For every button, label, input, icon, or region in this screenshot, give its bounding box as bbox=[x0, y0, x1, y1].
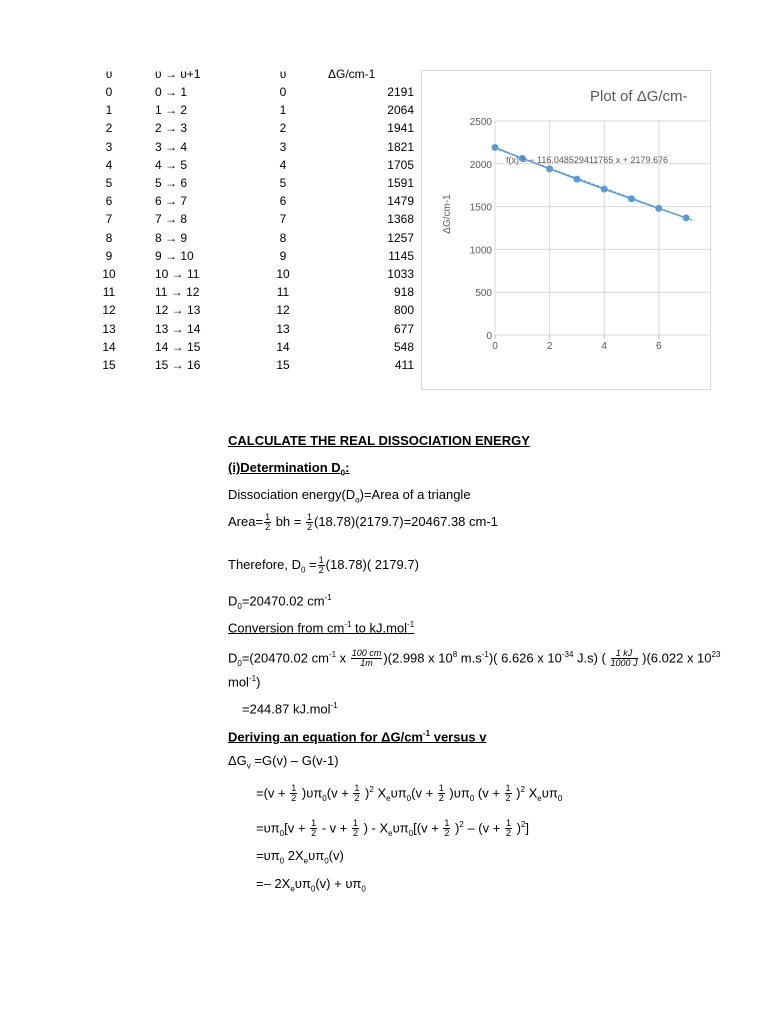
row-transition: 2 → 3 bbox=[155, 121, 188, 136]
x-tick-label: 2 bbox=[546, 341, 553, 352]
row-v2: 1 bbox=[279, 103, 287, 118]
y-tick-label: 2000 bbox=[469, 159, 492, 171]
row-v: 7 bbox=[105, 212, 113, 227]
row-dg: 1257 bbox=[387, 230, 414, 245]
data-point bbox=[683, 214, 690, 221]
area-line: Area= $\frac{1}{2}$ bh = $\frac{1}{2}$ (18.78)(2179.7)=20467.38 cm-1 bbox=[228, 512, 498, 533]
row-transition: 8 → 9 bbox=[155, 230, 188, 245]
row-v: 15 bbox=[102, 358, 116, 372]
y-tick-label: 1500 bbox=[469, 202, 492, 214]
row-v2: 11 bbox=[276, 285, 290, 300]
row-v: 0 bbox=[105, 85, 113, 99]
row-transition: 3 → 4 bbox=[155, 139, 188, 154]
row-transition: 7 → 8 bbox=[155, 212, 188, 227]
row-dg: 800 bbox=[393, 303, 414, 318]
row-v: 6 bbox=[105, 194, 113, 209]
row-v: 4 bbox=[105, 157, 113, 172]
row-v: 1 bbox=[105, 103, 113, 118]
row-dg: 2064 bbox=[387, 103, 414, 118]
row-dg: 918 bbox=[393, 285, 414, 300]
row-v: 10 bbox=[102, 267, 116, 281]
row-dg: 1145 bbox=[388, 248, 414, 263]
y-tick-label: 0 bbox=[486, 331, 492, 342]
chart-title: Plot of ΔG/cm- bbox=[590, 88, 688, 105]
data-point bbox=[628, 195, 635, 202]
y-tick-label: 1000 bbox=[469, 245, 492, 257]
row-dg: 1033 bbox=[387, 267, 414, 281]
row-dg: 548 bbox=[393, 339, 414, 354]
row-v: 5 bbox=[105, 176, 113, 190]
derivation-step-4: =– $2X_e\upsilon\pi_0(v) + \upsilon\pi_0$ bbox=[256, 876, 366, 894]
row-v2: 13 bbox=[276, 321, 290, 336]
x-tick-label: 0 bbox=[492, 341, 498, 352]
row-v2: 5 bbox=[279, 176, 287, 190]
data-point bbox=[546, 165, 553, 172]
derivation-step-3: $=\upsilon\pi_0$ $2X_e\upsilon\pi_0(v)$ bbox=[256, 848, 344, 866]
row-dg: 1368 bbox=[387, 212, 414, 227]
row-v: 11 bbox=[102, 285, 116, 300]
row-dg: 1821 bbox=[387, 139, 414, 154]
row-transition: 15 → 16 bbox=[155, 358, 201, 372]
chart-ylabel: ΔG/cm-1 bbox=[442, 194, 453, 234]
therefore-line: Therefore, $D_0$ = $\frac{1}{2}$ (18.78)( 2179.7) bbox=[228, 555, 419, 576]
row-dg: 1479 bbox=[387, 194, 414, 209]
row-v2: 7 bbox=[279, 212, 287, 227]
data-point bbox=[492, 144, 499, 151]
row-transition: 9 → 10 bbox=[155, 248, 194, 263]
row-dg: 411 bbox=[394, 358, 414, 372]
row-transition: 14 → 15 bbox=[155, 339, 201, 354]
trendline-equation: f(x) = − 116.048529411765 x + 2179.676 bbox=[506, 155, 669, 165]
header-v2: υ bbox=[279, 67, 287, 81]
row-v2: 15 bbox=[276, 358, 290, 372]
y-tick-label: 2500 bbox=[469, 117, 492, 128]
dissociation-line: Dissociation $energy(D_o)=Area$ of a triangle bbox=[228, 487, 471, 505]
row-v2: 9 bbox=[279, 248, 287, 263]
d0-result: $D_0=20470.02$ $cm^{-1}$ bbox=[228, 593, 332, 611]
row-v: 9 bbox=[105, 248, 113, 263]
row-v2: 2 bbox=[279, 121, 287, 136]
data-point bbox=[573, 176, 580, 183]
row-transition: 6 → 7 bbox=[155, 194, 188, 209]
row-v2: 6 bbox=[279, 194, 287, 209]
row-transition: 10 → 11 bbox=[155, 267, 200, 281]
row-transition: 4 → 5 bbox=[155, 157, 188, 172]
conversion-equation: $D_0=(20470.02$ $cm^{-1}$ x $\frac{100 cm}{1m}$ )(2.998 x $10^8$ $m.s^{-1}$)( 6.626 x $10^{-34}$ J.s) ( $\frac{1 kJ}{1000 J}$ )(6.022 x $10^{23}$ bbox=[228, 648, 721, 669]
row-dg: 1705 bbox=[387, 157, 414, 172]
section-heading: CALCULATE THE REAL DISSOCIATION ENERGY bbox=[228, 433, 530, 448]
row-v: 12 bbox=[102, 303, 116, 318]
y-tick-label: 500 bbox=[475, 288, 492, 300]
row-v: 14 bbox=[102, 339, 116, 354]
row-transition: 13 → 14 bbox=[155, 321, 201, 336]
row-v2: 12 bbox=[276, 303, 290, 318]
chart-panel bbox=[421, 70, 711, 390]
x-tick-label: 6 bbox=[656, 341, 662, 352]
row-v: 3 bbox=[105, 139, 113, 154]
data-point bbox=[601, 186, 608, 193]
scatter-chart bbox=[422, 71, 711, 390]
row-v: 8 bbox=[105, 230, 113, 245]
row-transition: 11 → 12 bbox=[155, 285, 200, 300]
row-dg: 1591 bbox=[387, 176, 414, 190]
kj-result: =244.87 kJ.mol$^{-1}$ bbox=[242, 701, 338, 717]
header-transition: υ → υ+1 bbox=[155, 67, 201, 81]
row-v2: 10 bbox=[276, 267, 290, 281]
row-transition: 12 → 13 bbox=[155, 303, 201, 318]
row-v: 2 bbox=[105, 121, 113, 136]
row-v2: 4 bbox=[279, 157, 287, 172]
header-v: υ bbox=[105, 67, 113, 81]
row-dg: 2191 bbox=[387, 85, 414, 99]
x-tick-label: 4 bbox=[601, 341, 607, 352]
row-v2: 14 bbox=[276, 339, 290, 354]
header-dg: ΔG/cm-1 bbox=[328, 67, 376, 81]
fraction-half: $\frac{1}{2}$ bbox=[265, 512, 271, 533]
data-point bbox=[655, 205, 662, 212]
row-dg: 677 bbox=[393, 321, 414, 336]
row-dg: 1941 bbox=[387, 121, 414, 136]
subheading-d0: (i)Determination $D_0$: bbox=[228, 460, 350, 478]
conversion-heading: Conversion from $cm^{-1}$ to kJ.mol$^{-1}$ bbox=[228, 620, 415, 636]
conversion-equation-cont: mol$^{-1}$) bbox=[228, 674, 261, 690]
row-transition: 0 → 1 bbox=[155, 85, 188, 99]
row-v2: 0 bbox=[279, 85, 287, 99]
row-v2: 3 bbox=[279, 139, 287, 154]
derivation-step-1: =(v + $\frac{1}{2}$ )$\upsilon\pi_0(v$ + $\frac{1}{2}$ )$^2$ $X_e\upsilon\pi_0(v$ + $\frac{1}{2}$ )$\upsilon\pi_0$ (v + $\frac{1}{2}$ )$^2$ $X_e\upsilon\pi_0$ bbox=[256, 783, 563, 804]
row-transition: 1 → 2 bbox=[155, 103, 188, 118]
delta-gv-line: $\Delta G_v =G(v) - G(v-1)$ bbox=[228, 753, 339, 771]
row-v2: 8 bbox=[279, 230, 287, 245]
derivation-step-2: $=\upsilon\pi_0[v$ + $\frac{1}{2}$ - v + $\frac{1}{2}$ ) - $X_e\upsilon\pi_0[(v$ + $\frac{1}{2}$ )$^2$ – (v + $\frac{1}{2}$ )$^2$] bbox=[256, 818, 529, 839]
deriving-heading: Deriving an equation for $\Delta G/cm^{-1}$ versus v bbox=[228, 729, 487, 745]
row-transition: 5 → 6 bbox=[155, 176, 188, 190]
row-v: 13 bbox=[102, 321, 116, 336]
